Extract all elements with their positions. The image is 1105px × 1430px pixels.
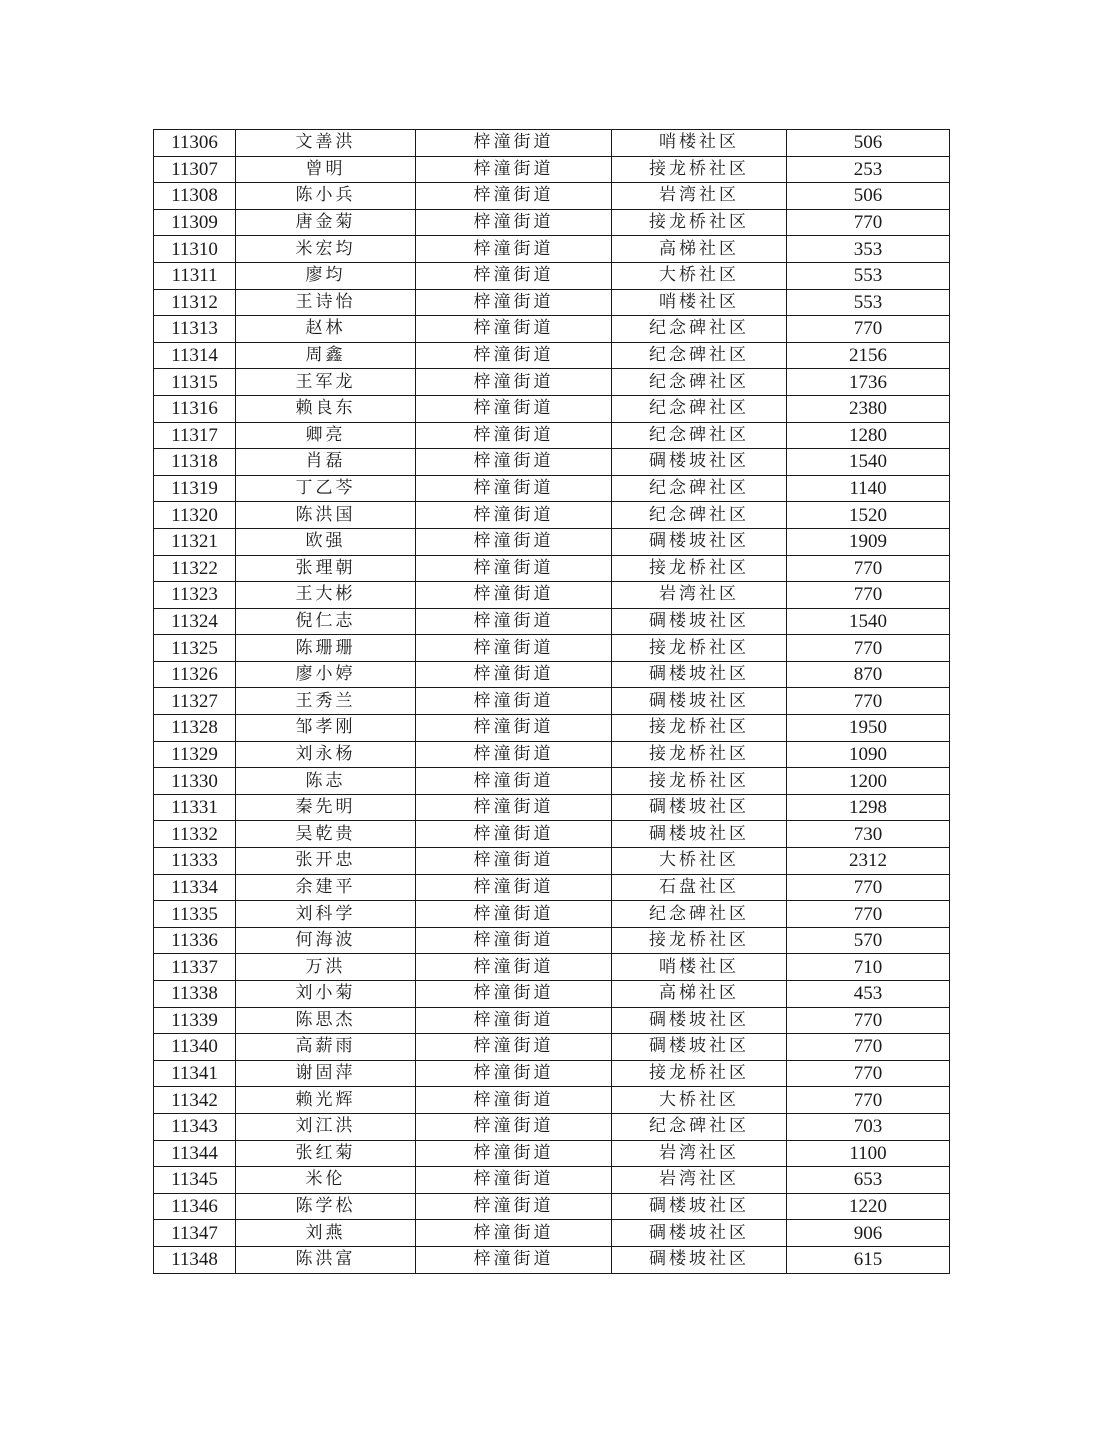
table-row — [154, 502, 950, 529]
amount-cell: 553 — [787, 262, 950, 289]
street-cell: 梓潼街道 — [416, 768, 612, 795]
name-cell: 肖磊 — [236, 449, 416, 476]
street-cell: 梓潼街道 — [416, 1220, 612, 1247]
row-id-cell: 11328 — [154, 715, 236, 742]
amount-cell: 353 — [787, 236, 950, 263]
amount-cell: 553 — [787, 289, 950, 316]
name-cell: 倪仁志 — [236, 608, 416, 635]
name-cell: 唐金菊 — [236, 209, 416, 236]
community-cell: 哨楼社区 — [612, 954, 787, 981]
table-row — [154, 156, 950, 183]
amount-cell: 710 — [787, 954, 950, 981]
table-row — [154, 874, 950, 901]
row-id-cell: 11341 — [154, 1060, 236, 1087]
row-id-cell: 11326 — [154, 661, 236, 688]
row-id-cell: 11307 — [154, 156, 236, 183]
table-row — [154, 316, 950, 343]
community-cell: 接龙桥社区 — [612, 715, 787, 742]
street-cell: 梓潼街道 — [416, 475, 612, 502]
table-row — [154, 209, 950, 236]
street-cell: 梓潼街道 — [416, 555, 612, 582]
row-id-cell: 11324 — [154, 608, 236, 635]
amount-cell: 1540 — [787, 608, 950, 635]
street-cell: 梓潼街道 — [416, 395, 612, 422]
community-cell: 纪念碑社区 — [612, 475, 787, 502]
name-cell: 卿亮 — [236, 422, 416, 449]
table-row — [154, 422, 950, 449]
name-cell: 赖良东 — [236, 395, 416, 422]
table-row — [154, 369, 950, 396]
table-row — [154, 289, 950, 316]
row-id-cell: 11344 — [154, 1140, 236, 1167]
row-id-cell: 11321 — [154, 528, 236, 555]
table-row — [154, 848, 950, 875]
amount-cell: 770 — [787, 555, 950, 582]
community-cell: 碉楼坡社区 — [612, 1034, 787, 1061]
name-cell: 赵林 — [236, 316, 416, 343]
row-id-cell: 11332 — [154, 821, 236, 848]
amount-cell: 2380 — [787, 395, 950, 422]
table-row — [154, 661, 950, 688]
name-cell: 张理朝 — [236, 555, 416, 582]
amount-cell: 1909 — [787, 528, 950, 555]
community-cell: 纪念碑社区 — [612, 502, 787, 529]
street-cell: 梓潼街道 — [416, 289, 612, 316]
table-row — [154, 821, 950, 848]
row-id-cell: 11342 — [154, 1087, 236, 1114]
community-cell: 碉楼坡社区 — [612, 449, 787, 476]
table-row — [154, 1140, 950, 1167]
name-cell: 米伦 — [236, 1167, 416, 1194]
amount-cell: 1950 — [787, 715, 950, 742]
street-cell: 梓潼街道 — [416, 1193, 612, 1220]
street-cell: 梓潼街道 — [416, 209, 612, 236]
table-row — [154, 342, 950, 369]
street-cell: 梓潼街道 — [416, 1167, 612, 1194]
table-row — [154, 449, 950, 476]
street-cell: 梓潼街道 — [416, 449, 612, 476]
row-id-cell: 11317 — [154, 422, 236, 449]
street-cell: 梓潼街道 — [416, 715, 612, 742]
street-cell: 梓潼街道 — [416, 1034, 612, 1061]
name-cell: 余建平 — [236, 874, 416, 901]
name-cell: 刘小菊 — [236, 981, 416, 1008]
community-cell: 碉楼坡社区 — [612, 794, 787, 821]
amount-cell: 1200 — [787, 768, 950, 795]
table-row — [154, 1246, 950, 1273]
table-row — [154, 183, 950, 210]
name-cell: 王军龙 — [236, 369, 416, 396]
amount-cell: 453 — [787, 981, 950, 1008]
street-cell: 梓潼街道 — [416, 848, 612, 875]
community-cell: 碉楼坡社区 — [612, 1007, 787, 1034]
amount-cell: 253 — [787, 156, 950, 183]
name-cell: 文善洪 — [236, 130, 416, 157]
name-cell: 王秀兰 — [236, 688, 416, 715]
row-id-cell: 11312 — [154, 289, 236, 316]
amount-cell: 770 — [787, 1034, 950, 1061]
community-cell: 岩湾社区 — [612, 183, 787, 210]
amount-cell: 1298 — [787, 794, 950, 821]
name-cell: 张红菊 — [236, 1140, 416, 1167]
street-cell: 梓潼街道 — [416, 1060, 612, 1087]
table-row — [154, 236, 950, 263]
community-cell: 接龙桥社区 — [612, 927, 787, 954]
community-cell: 纪念碑社区 — [612, 342, 787, 369]
name-cell: 谢固萍 — [236, 1060, 416, 1087]
row-id-cell: 11319 — [154, 475, 236, 502]
community-cell: 接龙桥社区 — [612, 555, 787, 582]
table-row — [154, 954, 950, 981]
row-id-cell: 11336 — [154, 927, 236, 954]
community-cell: 接龙桥社区 — [612, 1060, 787, 1087]
street-cell: 梓潼街道 — [416, 342, 612, 369]
street-cell: 梓潼街道 — [416, 369, 612, 396]
community-cell: 纪念碑社区 — [612, 422, 787, 449]
row-id-cell: 11309 — [154, 209, 236, 236]
community-cell: 纪念碑社区 — [612, 316, 787, 343]
amount-cell: 770 — [787, 582, 950, 609]
community-cell: 碉楼坡社区 — [612, 1220, 787, 1247]
roster-table — [153, 129, 950, 1274]
street-cell: 梓潼街道 — [416, 981, 612, 1008]
street-cell: 梓潼街道 — [416, 502, 612, 529]
street-cell: 梓潼街道 — [416, 688, 612, 715]
community-cell: 纪念碑社区 — [612, 369, 787, 396]
amount-cell: 770 — [787, 635, 950, 662]
street-cell: 梓潼街道 — [416, 635, 612, 662]
row-id-cell: 11333 — [154, 848, 236, 875]
table-row — [154, 794, 950, 821]
street-cell: 梓潼街道 — [416, 422, 612, 449]
name-cell: 陈洪富 — [236, 1246, 416, 1273]
amount-cell: 1220 — [787, 1193, 950, 1220]
community-cell: 石盘社区 — [612, 874, 787, 901]
table-row — [154, 1113, 950, 1140]
table-row — [154, 262, 950, 289]
community-cell: 碉楼坡社区 — [612, 1193, 787, 1220]
row-id-cell: 11316 — [154, 395, 236, 422]
table-row — [154, 130, 950, 157]
table-row — [154, 901, 950, 928]
street-cell: 梓潼街道 — [416, 901, 612, 928]
amount-cell: 615 — [787, 1246, 950, 1273]
street-cell: 梓潼街道 — [416, 316, 612, 343]
name-cell: 秦先明 — [236, 794, 416, 821]
amount-cell: 770 — [787, 1060, 950, 1087]
table-row — [154, 715, 950, 742]
row-id-cell: 11337 — [154, 954, 236, 981]
name-cell: 刘燕 — [236, 1220, 416, 1247]
community-cell: 岩湾社区 — [612, 582, 787, 609]
name-cell: 欧强 — [236, 528, 416, 555]
amount-cell: 770 — [787, 901, 950, 928]
community-cell: 碉楼坡社区 — [612, 608, 787, 635]
row-id-cell: 11348 — [154, 1246, 236, 1273]
row-id-cell: 11338 — [154, 981, 236, 1008]
table-row — [154, 741, 950, 768]
community-cell: 大桥社区 — [612, 262, 787, 289]
table-row — [154, 1007, 950, 1034]
amount-cell: 506 — [787, 130, 950, 157]
table-row — [154, 927, 950, 954]
row-id-cell: 11334 — [154, 874, 236, 901]
community-cell: 碉楼坡社区 — [612, 821, 787, 848]
name-cell: 曾明 — [236, 156, 416, 183]
community-cell: 接龙桥社区 — [612, 209, 787, 236]
row-id-cell: 11331 — [154, 794, 236, 821]
name-cell: 陈志 — [236, 768, 416, 795]
amount-cell: 653 — [787, 1167, 950, 1194]
street-cell: 梓潼街道 — [416, 528, 612, 555]
community-cell: 高梯社区 — [612, 236, 787, 263]
table-row — [154, 582, 950, 609]
row-id-cell: 11323 — [154, 582, 236, 609]
amount-cell: 2156 — [787, 342, 950, 369]
street-cell: 梓潼街道 — [416, 954, 612, 981]
row-id-cell: 11311 — [154, 262, 236, 289]
amount-cell: 770 — [787, 688, 950, 715]
street-cell: 梓潼街道 — [416, 156, 612, 183]
street-cell: 梓潼街道 — [416, 262, 612, 289]
community-cell: 接龙桥社区 — [612, 156, 787, 183]
row-id-cell: 11318 — [154, 449, 236, 476]
name-cell: 陈学松 — [236, 1193, 416, 1220]
row-id-cell: 11346 — [154, 1193, 236, 1220]
community-cell: 纪念碑社区 — [612, 395, 787, 422]
amount-cell: 1520 — [787, 502, 950, 529]
amount-cell: 1280 — [787, 422, 950, 449]
community-cell: 纪念碑社区 — [612, 901, 787, 928]
amount-cell: 770 — [787, 1087, 950, 1114]
community-cell: 接龙桥社区 — [612, 741, 787, 768]
street-cell: 梓潼街道 — [416, 183, 612, 210]
row-id-cell: 11335 — [154, 901, 236, 928]
table-row — [154, 475, 950, 502]
street-cell: 梓潼街道 — [416, 874, 612, 901]
name-cell: 赖光辉 — [236, 1087, 416, 1114]
community-cell: 碉楼坡社区 — [612, 688, 787, 715]
street-cell: 梓潼街道 — [416, 1007, 612, 1034]
community-cell: 碉楼坡社区 — [612, 528, 787, 555]
name-cell: 刘江洪 — [236, 1113, 416, 1140]
name-cell: 陈思杰 — [236, 1007, 416, 1034]
row-id-cell: 11340 — [154, 1034, 236, 1061]
table-row — [154, 1220, 950, 1247]
street-cell: 梓潼街道 — [416, 608, 612, 635]
community-cell: 岩湾社区 — [612, 1167, 787, 1194]
name-cell: 王诗怡 — [236, 289, 416, 316]
community-cell: 哨楼社区 — [612, 289, 787, 316]
amount-cell: 1736 — [787, 369, 950, 396]
community-cell: 接龙桥社区 — [612, 635, 787, 662]
name-cell: 王大彬 — [236, 582, 416, 609]
name-cell: 周鑫 — [236, 342, 416, 369]
amount-cell: 506 — [787, 183, 950, 210]
amount-cell: 1090 — [787, 741, 950, 768]
community-cell: 大桥社区 — [612, 1087, 787, 1114]
community-cell: 大桥社区 — [612, 848, 787, 875]
street-cell: 梓潼街道 — [416, 821, 612, 848]
name-cell: 吴乾贵 — [236, 821, 416, 848]
row-id-cell: 11306 — [154, 130, 236, 157]
street-cell: 梓潼街道 — [416, 741, 612, 768]
amount-cell: 2312 — [787, 848, 950, 875]
row-id-cell: 11320 — [154, 502, 236, 529]
row-id-cell: 11325 — [154, 635, 236, 662]
row-id-cell: 11315 — [154, 369, 236, 396]
community-cell: 纪念碑社区 — [612, 1113, 787, 1140]
community-cell: 碉楼坡社区 — [612, 1246, 787, 1273]
street-cell: 梓潼街道 — [416, 794, 612, 821]
row-id-cell: 11339 — [154, 1007, 236, 1034]
table-row — [154, 981, 950, 1008]
table-row — [154, 555, 950, 582]
name-cell: 高薪雨 — [236, 1034, 416, 1061]
community-cell: 岩湾社区 — [612, 1140, 787, 1167]
street-cell: 梓潼街道 — [416, 1140, 612, 1167]
amount-cell: 770 — [787, 316, 950, 343]
community-cell: 碉楼坡社区 — [612, 661, 787, 688]
street-cell: 梓潼街道 — [416, 236, 612, 263]
row-id-cell: 11327 — [154, 688, 236, 715]
row-id-cell: 11330 — [154, 768, 236, 795]
name-cell: 张开忠 — [236, 848, 416, 875]
name-cell: 何海波 — [236, 927, 416, 954]
street-cell: 梓潼街道 — [416, 130, 612, 157]
name-cell: 廖均 — [236, 262, 416, 289]
amount-cell: 770 — [787, 874, 950, 901]
amount-cell: 906 — [787, 1220, 950, 1247]
table-row — [154, 395, 950, 422]
row-id-cell: 11314 — [154, 342, 236, 369]
amount-cell: 870 — [787, 661, 950, 688]
amount-cell: 1100 — [787, 1140, 950, 1167]
table-row — [154, 1193, 950, 1220]
table-row — [154, 688, 950, 715]
table-row — [154, 1060, 950, 1087]
table-row — [154, 1167, 950, 1194]
row-id-cell: 11310 — [154, 236, 236, 263]
table-row — [154, 1034, 950, 1061]
street-cell: 梓潼街道 — [416, 661, 612, 688]
amount-cell: 703 — [787, 1113, 950, 1140]
name-cell: 陈洪国 — [236, 502, 416, 529]
street-cell: 梓潼街道 — [416, 1246, 612, 1273]
table-row — [154, 608, 950, 635]
amount-cell: 770 — [787, 1007, 950, 1034]
row-id-cell: 11308 — [154, 183, 236, 210]
amount-cell: 730 — [787, 821, 950, 848]
row-id-cell: 11313 — [154, 316, 236, 343]
community-cell: 高梯社区 — [612, 981, 787, 1008]
amount-cell: 570 — [787, 927, 950, 954]
name-cell: 刘科学 — [236, 901, 416, 928]
name-cell: 陈小兵 — [236, 183, 416, 210]
name-cell: 丁乙芩 — [236, 475, 416, 502]
row-id-cell: 11343 — [154, 1113, 236, 1140]
row-id-cell: 11345 — [154, 1167, 236, 1194]
street-cell: 梓潼街道 — [416, 582, 612, 609]
table-row — [154, 528, 950, 555]
street-cell: 梓潼街道 — [416, 1087, 612, 1114]
table-row — [154, 768, 950, 795]
name-cell: 米宏均 — [236, 236, 416, 263]
amount-cell: 1140 — [787, 475, 950, 502]
name-cell: 陈珊珊 — [236, 635, 416, 662]
row-id-cell: 11329 — [154, 741, 236, 768]
amount-cell: 1540 — [787, 449, 950, 476]
row-id-cell: 11347 — [154, 1220, 236, 1247]
table-row — [154, 1087, 950, 1114]
roster-table-body — [154, 130, 950, 1274]
street-cell: 梓潼街道 — [416, 927, 612, 954]
name-cell: 刘永杨 — [236, 741, 416, 768]
name-cell: 邹孝刚 — [236, 715, 416, 742]
community-cell: 哨楼社区 — [612, 130, 787, 157]
name-cell: 廖小婷 — [236, 661, 416, 688]
table-row — [154, 635, 950, 662]
row-id-cell: 11322 — [154, 555, 236, 582]
street-cell: 梓潼街道 — [416, 1113, 612, 1140]
name-cell: 万洪 — [236, 954, 416, 981]
amount-cell: 770 — [787, 209, 950, 236]
community-cell: 接龙桥社区 — [612, 768, 787, 795]
